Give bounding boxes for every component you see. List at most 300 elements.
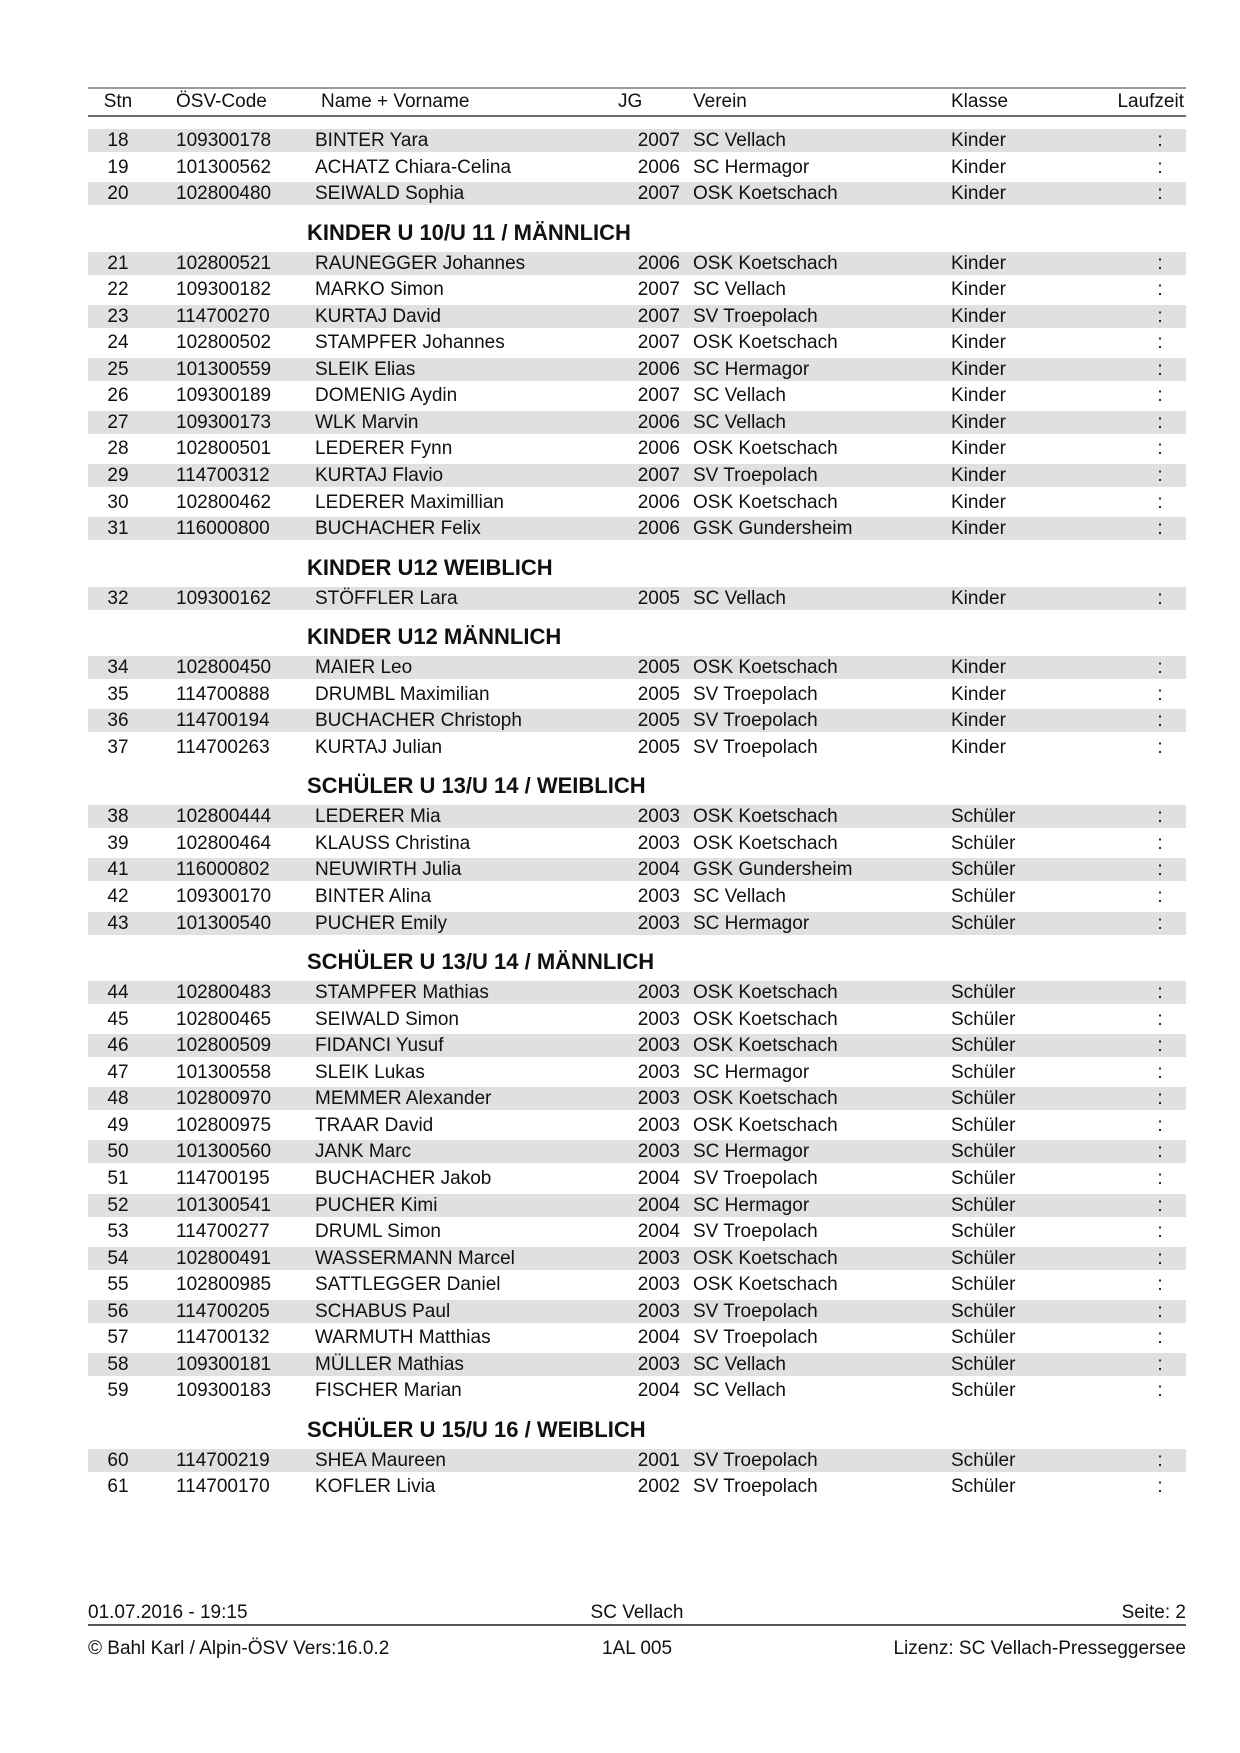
cell-stn: 49 <box>107 1114 129 1136</box>
footer-line-1 <box>88 1602 1186 1626</box>
cell-klasse: Kinder <box>951 518 1006 540</box>
cell-jg: 2003 <box>637 806 680 828</box>
cell-klasse: Kinder <box>951 183 1006 205</box>
table-row <box>88 437 1186 464</box>
cell-code: 114700888 <box>176 683 270 705</box>
header-code: ÖSV-Code <box>176 91 267 112</box>
table-row <box>88 1114 1186 1141</box>
table-row <box>88 1379 1186 1406</box>
cell-verein: OSK Koetschach <box>693 1008 838 1030</box>
cell-jg: 2004 <box>637 1327 680 1349</box>
table-row <box>88 858 1186 885</box>
cell-stn: 29 <box>107 465 129 487</box>
cell-jg: 2003 <box>637 1247 680 1269</box>
table-row <box>88 1475 1186 1502</box>
cell-verein: SV Troepolach <box>693 1167 818 1189</box>
cell-jg: 2004 <box>637 1380 680 1402</box>
table-row <box>88 587 1186 614</box>
cell-verein: OSK Koetschach <box>693 1088 838 1110</box>
table-row <box>88 384 1186 411</box>
cell-code: 101300559 <box>176 358 272 380</box>
cell-code: 114700312 <box>176 465 270 487</box>
table-row <box>88 1449 1186 1476</box>
cell-verein: OSK Koetschach <box>693 832 838 854</box>
footer-copyright: © Bahl Karl / Alpin-ÖSV Vers:16.0.2 <box>88 1638 390 1659</box>
table-row <box>88 981 1186 1008</box>
cell-stn: 27 <box>107 411 129 433</box>
cell-laufzeit: : <box>1157 1221 1163 1243</box>
cell-klasse: Kinder <box>951 465 1006 487</box>
cell-stn: 24 <box>107 332 129 354</box>
cell-jg: 2002 <box>637 1476 680 1498</box>
cell-stn: 26 <box>107 385 129 407</box>
cell-stn: 45 <box>107 1008 129 1030</box>
table-row <box>88 1220 1186 1247</box>
cell-klasse: Kinder <box>951 438 1006 460</box>
cell-name: MARKO Simon <box>315 279 444 301</box>
cell-name: MÜLLER Mathias <box>315 1353 464 1375</box>
cell-laufzeit: : <box>1157 832 1163 854</box>
cell-laufzeit: : <box>1157 358 1163 380</box>
header-klasse: Klasse <box>951 91 1009 112</box>
cell-jg: 2005 <box>637 587 680 609</box>
cell-klasse: Schüler <box>951 1476 1016 1498</box>
cell-name: STAMPFER Johannes <box>315 332 505 354</box>
table-row <box>88 1353 1186 1380</box>
section-title: KINDER U12 MÄNNLICH <box>307 624 562 650</box>
cell-verein: SV Troepolach <box>693 1221 818 1243</box>
cell-jg: 2006 <box>637 358 680 380</box>
cell-verein: GSK Gundersheim <box>693 518 853 540</box>
cell-name: DOMENIG Aydin <box>315 385 458 407</box>
cell-klasse: Schüler <box>951 1167 1016 1189</box>
header-jg: JG <box>618 91 643 112</box>
cell-name: KURTAJ Flavio <box>315 465 444 487</box>
cell-code: 109300178 <box>176 130 272 151</box>
table-row <box>88 1034 1186 1061</box>
cell-verein: SC Vellach <box>693 411 786 433</box>
cell-jg: 2003 <box>637 912 680 934</box>
cell-laufzeit: : <box>1157 1449 1163 1471</box>
section-title: KINDER U 10/U 11 / MÄNNLICH <box>307 219 631 245</box>
cell-name: DRUML Simon <box>315 1221 441 1243</box>
cell-klasse: Kinder <box>951 411 1006 433</box>
cell-stn: 28 <box>107 438 129 460</box>
cell-laufzeit: : <box>1157 305 1163 327</box>
cell-name: KLAUSS Christina <box>315 832 471 854</box>
cell-laufzeit: : <box>1157 587 1163 609</box>
cell-name: BINTER Yara <box>315 130 429 151</box>
table-header <box>88 87 1186 117</box>
cell-name: BUCHACHER Jakob <box>315 1167 492 1189</box>
cell-stn: 48 <box>107 1088 129 1110</box>
cell-klasse: Schüler <box>951 982 1016 1004</box>
cell-stn: 38 <box>107 806 129 828</box>
cell-code: 109300189 <box>176 385 272 407</box>
cell-verein: SC Hermagor <box>693 1194 810 1216</box>
cell-stn: 59 <box>107 1380 129 1402</box>
cell-laufzeit: : <box>1157 1088 1163 1110</box>
cell-verein: SC Vellach <box>693 279 786 301</box>
cell-code: 109300183 <box>176 1380 272 1402</box>
cell-laufzeit: : <box>1157 1380 1163 1402</box>
cell-verein: SV Troepolach <box>693 710 818 732</box>
cell-klasse: Schüler <box>951 1221 1016 1243</box>
cell-stn: 20 <box>107 183 129 205</box>
cell-laufzeit: : <box>1157 1035 1163 1057</box>
cell-verein: SV Troepolach <box>693 1476 818 1498</box>
table-row <box>88 885 1186 912</box>
cell-klasse: Schüler <box>951 859 1016 881</box>
cell-klasse: Kinder <box>951 156 1006 178</box>
cell-verein: SC Vellach <box>693 385 786 407</box>
header-spacer <box>88 117 1186 129</box>
cell-laufzeit: : <box>1157 912 1163 934</box>
cell-klasse: Kinder <box>951 710 1006 732</box>
cell-stn: 41 <box>107 859 129 881</box>
cell-laufzeit: : <box>1157 886 1163 908</box>
section-heading <box>88 613 1186 656</box>
cell-code: 109300182 <box>176 279 272 301</box>
cell-code: 116000802 <box>176 859 270 881</box>
cell-name: MAIER Leo <box>315 657 413 679</box>
cell-code: 102800491 <box>176 1247 272 1269</box>
cell-jg: 2001 <box>637 1449 680 1471</box>
cell-laufzeit: : <box>1157 859 1163 881</box>
table-row <box>88 1167 1186 1194</box>
cell-jg: 2003 <box>637 1114 680 1136</box>
cell-jg: 2007 <box>637 279 680 301</box>
cell-name: LEDERER Maximillian <box>315 491 504 513</box>
cell-laufzeit: : <box>1157 491 1163 513</box>
cell-code: 101300541 <box>176 1194 272 1216</box>
cell-code: 101300560 <box>176 1141 272 1163</box>
cell-name: PUCHER Emily <box>315 912 447 934</box>
cell-jg: 2004 <box>637 1167 680 1189</box>
section-heading <box>88 209 1186 252</box>
cell-stn: 22 <box>107 279 129 301</box>
cell-laufzeit: : <box>1157 657 1163 679</box>
cell-stn: 52 <box>107 1194 129 1216</box>
cell-jg: 2005 <box>637 683 680 705</box>
footer-license: Lizenz: SC Vellach-Presseggersee <box>893 1638 1186 1659</box>
cell-stn: 32 <box>107 587 129 609</box>
table-row <box>88 805 1186 832</box>
cell-name: WARMUTH Matthias <box>315 1327 491 1349</box>
cell-name: MEMMER Alexander <box>315 1088 492 1110</box>
cell-verein: OSK Koetschach <box>693 982 838 1004</box>
cell-klasse: Schüler <box>951 1300 1016 1322</box>
table-row <box>88 182 1186 209</box>
cell-klasse: Schüler <box>951 1114 1016 1136</box>
cell-laufzeit: : <box>1157 279 1163 301</box>
cell-verein: SV Troepolach <box>693 683 818 705</box>
section-heading <box>88 762 1186 805</box>
cell-code: 114700270 <box>176 305 270 327</box>
cell-verein: SC Hermagor <box>693 156 810 178</box>
cell-klasse: Kinder <box>951 491 1006 513</box>
cell-jg: 2006 <box>637 438 680 460</box>
cell-klasse: Schüler <box>951 1088 1016 1110</box>
cell-stn: 39 <box>107 832 129 854</box>
table-row <box>88 491 1186 518</box>
section-heading <box>88 938 1186 981</box>
cell-verein: SC Vellach <box>693 587 786 609</box>
footer-race-code: 1AL 005 <box>601 1638 673 1659</box>
table-row <box>88 129 1186 156</box>
table-row <box>88 1326 1186 1353</box>
cell-klasse: Kinder <box>951 683 1006 705</box>
section-title: SCHÜLER U 15/U 16 / WEIBLICH <box>307 1416 646 1442</box>
cell-klasse: Schüler <box>951 1380 1016 1402</box>
cell-jg: 2003 <box>637 1008 680 1030</box>
cell-stn: 55 <box>107 1274 129 1296</box>
cell-name: SHEA Maureen <box>315 1449 446 1471</box>
section-title: KINDER U12 WEIBLICH <box>307 554 553 580</box>
cell-verein: OSK Koetschach <box>693 1035 838 1057</box>
table-row <box>88 331 1186 358</box>
cell-code: 109300162 <box>176 587 272 609</box>
cell-code: 102800509 <box>176 1035 272 1057</box>
cell-code: 101300558 <box>176 1061 272 1083</box>
cell-laufzeit: : <box>1157 1194 1163 1216</box>
cell-name: STAMPFER Mathias <box>315 982 489 1004</box>
cell-jg: 2003 <box>637 1088 680 1110</box>
cell-verein: OSK Koetschach <box>693 806 838 828</box>
cell-name: FISCHER Marian <box>315 1380 462 1402</box>
cell-name: BINTER Alina <box>315 886 432 908</box>
cell-klasse: Schüler <box>951 1274 1016 1296</box>
cell-stn: 53 <box>107 1221 129 1243</box>
cell-laufzeit: : <box>1157 710 1163 732</box>
cell-verein: SV Troepolach <box>693 736 818 758</box>
cell-code: 114700277 <box>176 1221 270 1243</box>
cell-name: SEIWALD Sophia <box>315 183 465 205</box>
cell-klasse: Schüler <box>951 1327 1016 1349</box>
cell-jg: 2007 <box>637 385 680 407</box>
cell-name: DRUMBL Maximilian <box>315 683 490 705</box>
cell-jg: 2003 <box>637 832 680 854</box>
cell-name: SCHABUS Paul <box>315 1300 451 1322</box>
cell-klasse: Schüler <box>951 1035 1016 1057</box>
section-heading <box>88 1406 1186 1449</box>
cell-laufzeit: : <box>1157 1247 1163 1269</box>
cell-jg: 2004 <box>637 1221 680 1243</box>
cell-verein: OSK Koetschach <box>693 491 838 513</box>
cell-code: 101300540 <box>176 912 272 934</box>
footer-datetime: 01.07.2016 - 19:15 <box>88 1602 248 1623</box>
table-row <box>88 156 1186 183</box>
cell-verein: OSK Koetschach <box>693 657 838 679</box>
cell-klasse: Schüler <box>951 1141 1016 1163</box>
cell-jg: 2006 <box>637 411 680 433</box>
section-heading <box>88 544 1186 587</box>
cell-klasse: Kinder <box>951 279 1006 301</box>
cell-stn: 58 <box>107 1353 129 1375</box>
cell-code: 102800970 <box>176 1088 272 1110</box>
table-row <box>88 683 1186 710</box>
cell-klasse: Kinder <box>951 252 1006 274</box>
cell-name: BUCHACHER Felix <box>315 518 481 540</box>
cell-klasse: Kinder <box>951 736 1006 758</box>
cell-name: RAUNEGGER Johannes <box>315 252 526 274</box>
cell-verein: OSK Koetschach <box>693 438 838 460</box>
cell-jg: 2004 <box>637 1194 680 1216</box>
cell-laufzeit: : <box>1157 1274 1163 1296</box>
cell-verein: OSK Koetschach <box>693 1114 838 1136</box>
cell-verein: SC Hermagor <box>693 912 810 934</box>
cell-name: BUCHACHER Christoph <box>315 710 522 732</box>
table-row <box>88 1300 1186 1327</box>
header-laufzeit: Laufzeit <box>1117 91 1184 112</box>
cell-name: JANK Marc <box>315 1141 412 1163</box>
cell-laufzeit: : <box>1157 465 1163 487</box>
cell-stn: 18 <box>107 130 129 151</box>
cell-verein: SV Troepolach <box>693 1449 818 1471</box>
cell-klasse: Schüler <box>951 832 1016 854</box>
cell-code: 114700219 <box>176 1449 270 1471</box>
table-row <box>88 1008 1186 1035</box>
cell-stn: 35 <box>107 683 129 705</box>
footer-line-2 <box>88 1638 1186 1660</box>
cell-laufzeit: : <box>1157 1141 1163 1163</box>
cell-jg: 2005 <box>637 657 680 679</box>
cell-jg: 2003 <box>637 1300 680 1322</box>
cell-klasse: Schüler <box>951 1194 1016 1216</box>
cell-klasse: Schüler <box>951 1061 1016 1083</box>
cell-jg: 2007 <box>637 332 680 354</box>
cell-jg: 2006 <box>637 252 680 274</box>
cell-stn: 34 <box>107 657 129 679</box>
cell-stn: 51 <box>107 1167 129 1189</box>
header-verein: Verein <box>693 91 747 112</box>
cell-jg: 2005 <box>637 736 680 758</box>
table-row <box>88 1194 1186 1221</box>
cell-verein: SV Troepolach <box>693 1300 818 1322</box>
cell-klasse: Kinder <box>951 305 1006 327</box>
cell-stn: 61 <box>107 1476 129 1498</box>
cell-code: 114700194 <box>176 710 270 732</box>
cell-name: FIDANCI Yusuf <box>315 1035 444 1057</box>
footer-club: SC Vellach <box>590 1602 684 1623</box>
table-row <box>88 912 1186 939</box>
cell-stn: 37 <box>107 736 129 758</box>
cell-laufzeit: : <box>1157 385 1163 407</box>
cell-name: LEDERER Fynn <box>315 438 453 460</box>
table-body <box>88 129 1186 1502</box>
cell-code: 102800483 <box>176 982 272 1004</box>
cell-laufzeit: : <box>1157 411 1163 433</box>
cell-jg: 2004 <box>637 859 680 881</box>
cell-name: SEIWALD Simon <box>315 1008 459 1030</box>
cell-code: 109300181 <box>176 1353 272 1375</box>
cell-jg: 2003 <box>637 1061 680 1083</box>
section-title: SCHÜLER U 13/U 14 / WEIBLICH <box>307 773 646 799</box>
cell-jg: 2003 <box>637 1035 680 1057</box>
cell-name: STÖFFLER Lara <box>315 587 458 609</box>
cell-code: 109300173 <box>176 411 272 433</box>
cell-code: 102800450 <box>176 657 272 679</box>
cell-stn: 56 <box>107 1300 129 1322</box>
cell-verein: SC Hermagor <box>693 1061 810 1083</box>
cell-name: NEUWIRTH Julia <box>315 859 462 881</box>
cell-stn: 50 <box>107 1141 129 1163</box>
cell-stn: 44 <box>107 982 129 1004</box>
cell-code: 114700132 <box>176 1327 270 1349</box>
cell-laufzeit: : <box>1157 736 1163 758</box>
cell-laufzeit: : <box>1157 156 1163 178</box>
cell-laufzeit: : <box>1157 332 1163 354</box>
table-row <box>88 832 1186 859</box>
cell-name: LEDERER Mia <box>315 806 441 828</box>
cell-name: SATTLEGGER Daniel <box>315 1274 501 1296</box>
cell-name: TRAAR David <box>315 1114 434 1136</box>
table-row <box>88 464 1186 491</box>
cell-stn: 54 <box>107 1247 129 1269</box>
cell-jg: 2003 <box>637 1274 680 1296</box>
cell-name: KURTAJ David <box>315 305 441 327</box>
cell-code: 114700205 <box>176 1300 270 1322</box>
cell-stn: 31 <box>107 518 129 540</box>
cell-name: WASSERMANN Marcel <box>315 1247 515 1269</box>
cell-jg: 2006 <box>637 491 680 513</box>
table-row <box>88 736 1186 763</box>
table-row <box>88 517 1186 544</box>
cell-klasse: Schüler <box>951 1353 1016 1375</box>
cell-code: 114700170 <box>176 1476 270 1498</box>
cell-laufzeit: : <box>1157 1114 1163 1136</box>
cell-stn: 19 <box>107 156 129 178</box>
cell-verein: SC Vellach <box>693 130 786 151</box>
cell-stn: 42 <box>107 886 129 908</box>
table-row <box>88 278 1186 305</box>
cell-code: 102800501 <box>176 438 272 460</box>
table-row <box>88 1087 1186 1114</box>
cell-klasse: Schüler <box>951 1449 1016 1471</box>
cell-jg: 2007 <box>637 465 680 487</box>
header-stn: Stn <box>103 91 133 112</box>
cell-name: SLEIK Elias <box>315 358 416 380</box>
cell-name: SLEIK Lukas <box>315 1061 425 1083</box>
cell-code: 114700263 <box>176 736 270 758</box>
cell-code: 102800975 <box>176 1114 272 1136</box>
cell-laufzeit: : <box>1157 130 1163 151</box>
cell-stn: 46 <box>107 1035 129 1057</box>
table-row <box>88 1061 1186 1088</box>
cell-jg: 2007 <box>637 305 680 327</box>
cell-name: KURTAJ Julian <box>315 736 443 758</box>
cell-verein: SV Troepolach <box>693 1327 818 1349</box>
cell-verein: SV Troepolach <box>693 305 818 327</box>
cell-verein: SC Vellach <box>693 1353 786 1375</box>
table-row <box>88 709 1186 736</box>
cell-code: 116000800 <box>176 518 270 540</box>
cell-klasse: Kinder <box>951 657 1006 679</box>
table-row <box>88 305 1186 332</box>
table-row <box>88 1273 1186 1300</box>
cell-code: 109300170 <box>176 886 272 908</box>
cell-laufzeit: : <box>1157 683 1163 705</box>
cell-laufzeit: : <box>1157 1353 1163 1375</box>
table-row <box>88 656 1186 683</box>
cell-laufzeit: : <box>1157 1167 1163 1189</box>
cell-jg: 2003 <box>637 886 680 908</box>
cell-code: 102800465 <box>176 1008 272 1030</box>
cell-jg: 2003 <box>637 1353 680 1375</box>
cell-klasse: Schüler <box>951 912 1016 934</box>
cell-laufzeit: : <box>1157 183 1163 205</box>
cell-klasse: Schüler <box>951 1008 1016 1030</box>
